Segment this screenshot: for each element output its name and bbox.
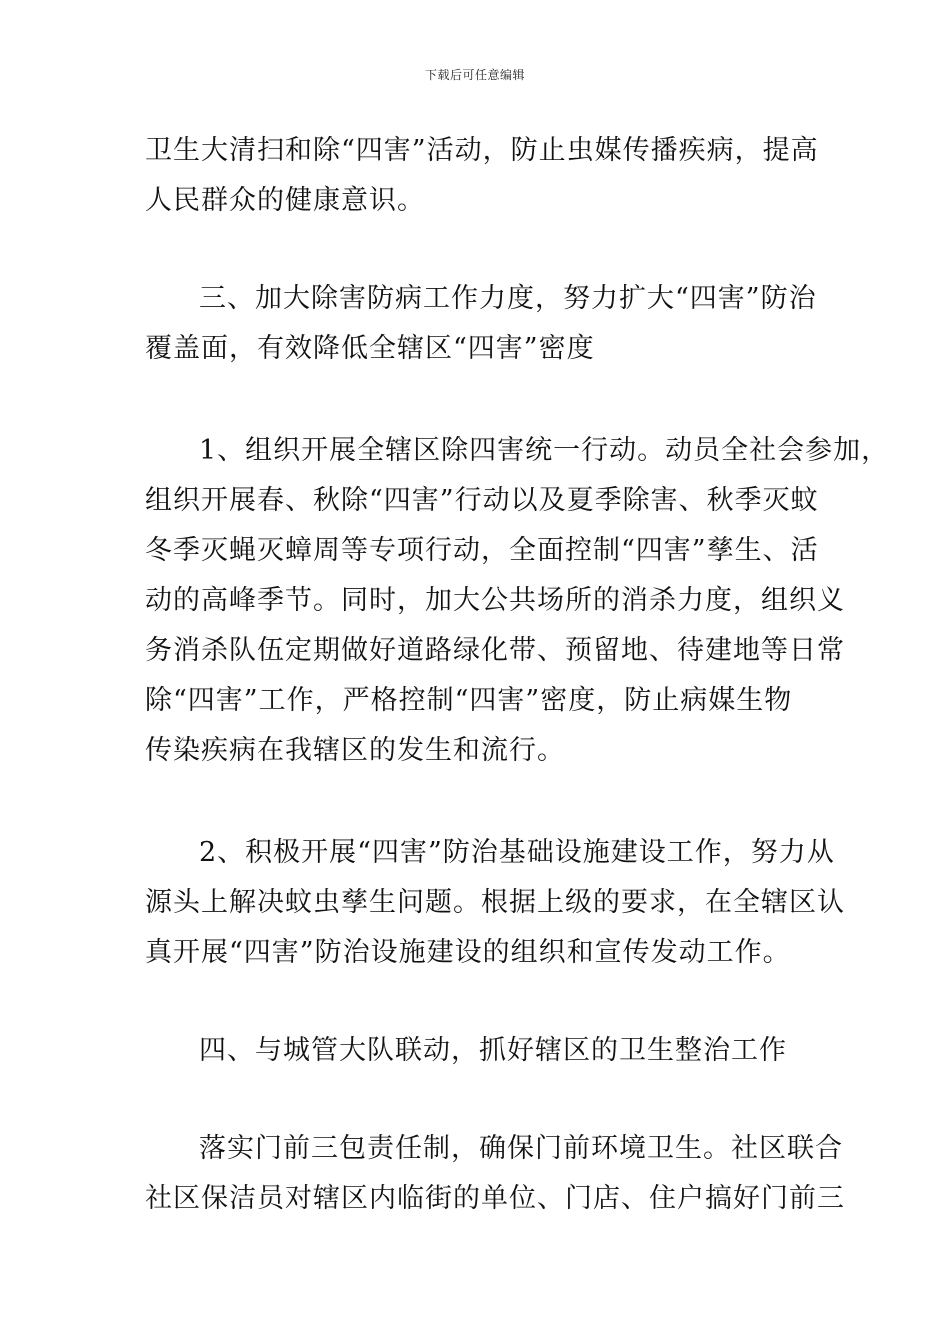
text-line: 务消杀队伍定期做好道路绿化带、预留地、待建地等日常 [145,635,845,666]
text-line: 三、加大除害防病工作力度，努力扩大“四害”防治 [199,283,817,314]
text-line: 冬季灭蝇灭蟑周等专项行动，全面控制“四害”孳生、活 [145,535,819,566]
text-line: 覆盖面，有效降低全辖区“四害”密度 [145,333,595,364]
text-line: 组织开展春、秋除“四害”行动以及夏季除害、秋季灭蚊 [145,485,819,516]
text-line: 人民群众的健康意识。 [145,185,425,216]
text-line: 卫生大清扫和除“四害”活动，防止虫媒传播疾病，提高 [145,135,819,166]
text-line: 除“四害”工作，严格控制“四害”密度，防止病媒生物 [145,685,793,716]
paragraph-responsibility [145,1124,845,1224]
page-header: 下载后可任意编辑 [424,68,525,82]
text-line: 真开展“四害”防治设施建设的组织和宣传发动工作。 [145,937,791,968]
text-line: 传染疾病在我辖区的发生和流行。 [145,735,565,766]
section-heading-three [145,274,825,374]
section-heading-four [145,1026,825,1076]
document-body [145,126,890,1224]
text-line: 源头上解决蚊虫孳生问题。根据上级的要求，在全辖区认 [145,887,845,918]
paragraph-item-2 [145,828,845,978]
text-line: 四、与城管大队联动，抓好辖区的卫生整治工作 [199,1035,787,1066]
text-line: 落实门前三包责任制，确保门前环境卫生。社区联合 [199,1133,843,1164]
text-line: 1、组织开展全辖区除四害统一行动。动员全社会参加， [199,435,890,466]
text-line: 2、积极开展“四害”防治基础设施建设工作，努力从 [199,837,835,868]
paragraph-item-1 [145,426,890,776]
paragraph-continuation [145,126,825,226]
text-line: 社区保洁员对辖区内临街的单位、门店、住户搞好门前三 [145,1183,845,1214]
text-line: 动的高峰季节。同时，加大公共场所的消杀力度，组织义 [145,585,845,616]
